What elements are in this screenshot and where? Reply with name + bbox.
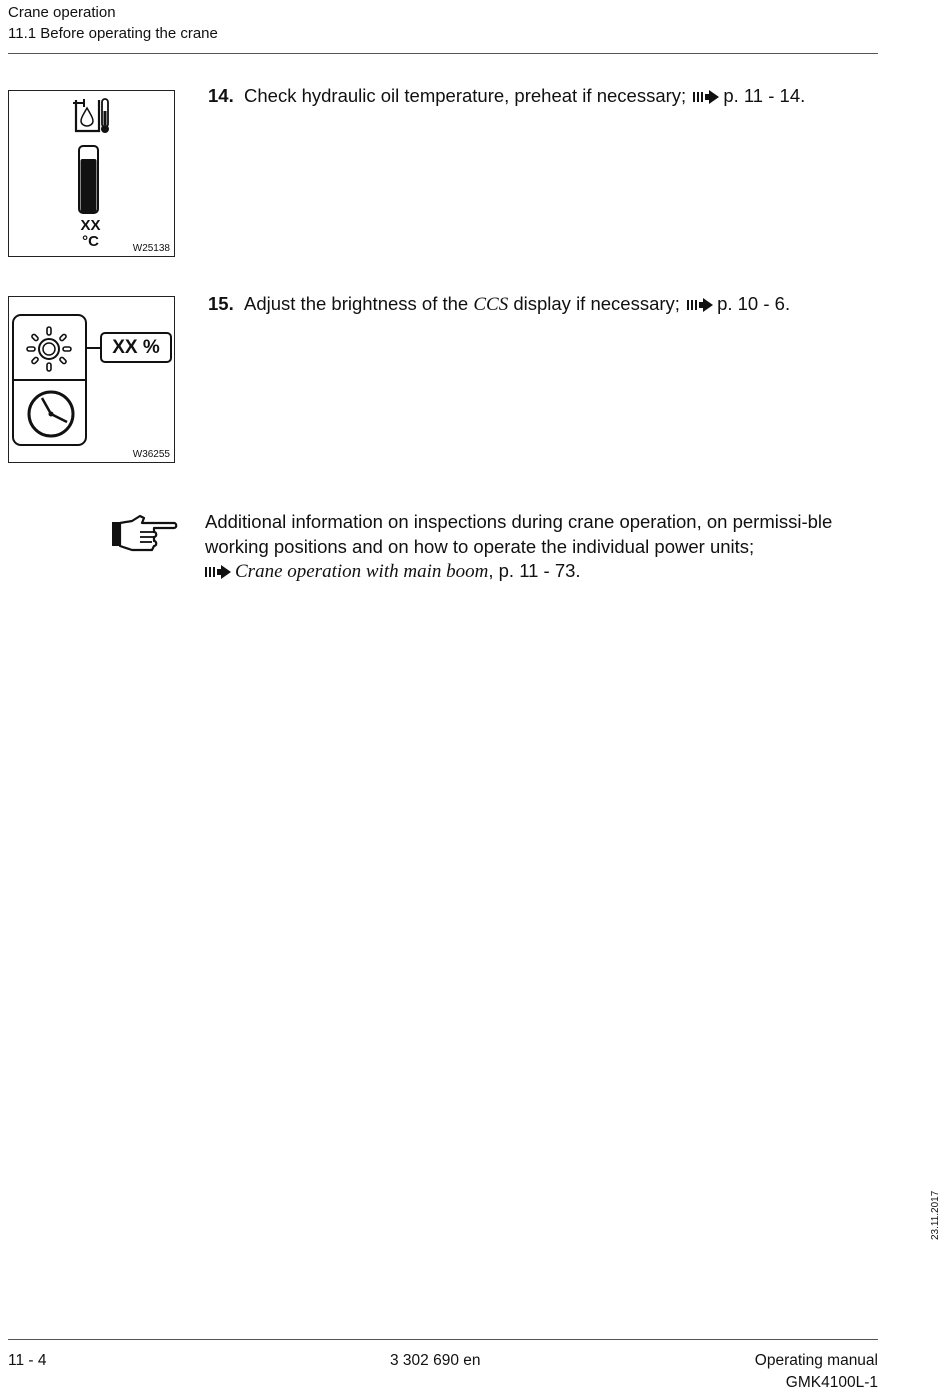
figure-code: W36255 [132, 449, 170, 460]
manual-title [755, 1350, 878, 1394]
step-15 [208, 292, 790, 318]
page-number: 11 - 4 [8, 1352, 47, 1369]
cross-reference-arrow-icon [687, 294, 713, 318]
cross-reference-arrow-icon [693, 86, 719, 110]
document-number: 3 302 690 en [390, 1352, 481, 1369]
manual-line-1: Operating manual [754, 1352, 878, 1369]
header-divider [8, 53, 878, 54]
note-text: Additional information on inspections during crane operation, on permissi-ble working positions and on how to operate the individual power units; [205, 511, 833, 557]
step-text: Adjust the brightness of the [244, 293, 469, 314]
page-reference[interactable]: p. 10 - 6. [717, 293, 791, 314]
brightness-value: XX % [112, 337, 160, 358]
temperature-unit: °C [82, 233, 99, 250]
manual-line-2: GMK4100L-1 [785, 1374, 878, 1391]
temperature-value: XX [80, 217, 101, 234]
step-14 [208, 84, 805, 110]
ccs-term: CCS [473, 294, 509, 315]
footer-divider [8, 1339, 878, 1340]
cross-reference-arrow-icon [205, 561, 231, 586]
pointing-hand-icon [110, 512, 178, 559]
step-number: 14. [208, 85, 234, 106]
step-number: 15. [208, 293, 234, 314]
page-reference[interactable]: p. 11 - 14. [723, 85, 806, 106]
step-text: Check hydraulic oil temperature, preheat if necessary; [244, 85, 687, 106]
section-title: 11.1 Before operating the crane [8, 25, 218, 42]
note-link-title[interactable]: Crane operation with main boom [235, 561, 489, 582]
brightness-sun-icon [9, 297, 176, 464]
figure-oil-temperature [8, 90, 175, 257]
chapter-title: Crane operation [8, 4, 116, 21]
figure-display-brightness [8, 296, 175, 463]
revision-date: 23.11.2017 [930, 1190, 941, 1240]
additional-info-note [205, 510, 885, 586]
note-link-ref[interactable]: , p. 11 - 73. [488, 560, 581, 581]
figure-code: W25138 [132, 243, 170, 254]
step-text-after: display if necessary; [513, 293, 680, 314]
